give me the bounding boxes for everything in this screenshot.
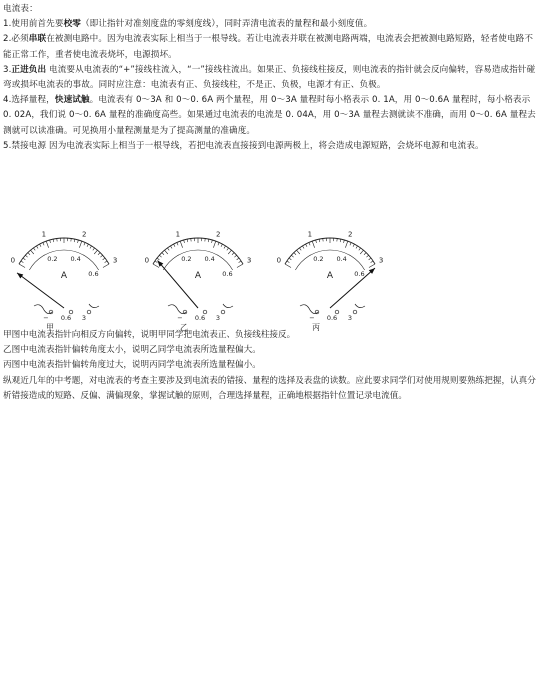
dial-tick	[285, 264, 291, 268]
dial-needle	[17, 273, 64, 308]
dial-label-top: 1	[41, 230, 47, 239]
dial-tick	[177, 242, 178, 245]
dial-label-top: 3	[246, 256, 252, 265]
dial-unit: A	[60, 271, 68, 281]
terminal-post	[353, 310, 357, 314]
dial-tick	[291, 255, 293, 257]
dial-tick	[234, 255, 236, 257]
dial-tick	[105, 261, 107, 263]
dial-label-top: 1	[307, 230, 313, 239]
dial-tick	[79, 241, 81, 248]
terminal-label: 0.6	[60, 314, 72, 322]
rule-5: 5.禁接电源 因为电流表实际上相当于一根导线，若把电流表直接接到电源两极上，将会造成电源短路，会烧坏电源和电流表。	[3, 140, 484, 151]
dial-label-bottom: 0.4	[204, 255, 215, 264]
wire	[89, 304, 99, 308]
dial-tick	[213, 241, 215, 248]
dial-tick	[302, 246, 304, 249]
dial-tick	[221, 244, 222, 247]
dial-label-top: 3	[378, 256, 384, 265]
dial-tick	[90, 246, 92, 249]
dial-label-top: 2	[215, 230, 221, 239]
dial-label-top: 0	[276, 256, 282, 265]
section-title: 电流表：	[3, 4, 38, 14]
dial-tick	[208, 239, 209, 242]
dial-tick	[344, 240, 345, 243]
dial-label-bottom: 0.6	[88, 270, 99, 278]
dial-label-bottom: 0.2	[47, 255, 58, 264]
dial-label-top: 2	[81, 230, 87, 239]
dial-tick	[294, 253, 296, 255]
dial-tick	[165, 250, 168, 254]
dial-tick	[364, 253, 366, 255]
dial-label-bottom: 0.2	[181, 255, 192, 264]
terminal-label: 0.6	[194, 314, 206, 322]
dial-arc-inner	[29, 250, 98, 270]
dial-tick	[359, 248, 361, 250]
meter-caption: 乙	[180, 323, 188, 332]
rules-section	[3, 2, 539, 154]
terminal-label: −	[177, 314, 183, 322]
dial-tick	[232, 253, 234, 255]
meter-caption: 丙	[312, 323, 320, 332]
dial-tick	[94, 250, 97, 254]
dial-needle	[158, 261, 198, 308]
dial-tick	[319, 239, 320, 242]
terminal-post	[221, 310, 225, 314]
dial-tick	[155, 261, 157, 263]
rule-2: 2.必须串联在被测电路中。因为电流表实际上相当于一根导线。若让电流表并联在被测电路两端，电流表会把被测电路短路，轻者使电路不能正常工作，重者使电流表烧坏，电源损坏。	[3, 34, 534, 60]
rule-1: 1.使用前首先要校零（即让指针对准刻度盘的零刻度线），同时弄清电流表的量程和最小刻度值。	[3, 19, 373, 30]
dial-tick	[50, 240, 51, 243]
analysis-section	[3, 328, 539, 404]
dial-tick	[227, 248, 229, 250]
dial-tick	[159, 255, 161, 257]
terminal-label: 3	[215, 314, 221, 322]
terminal-label: 3	[81, 314, 87, 322]
dial-tick	[174, 244, 175, 247]
dial-tick	[98, 253, 100, 255]
dial-arc-inner	[295, 250, 364, 270]
dial-tick	[103, 264, 109, 268]
dial-tick	[23, 258, 25, 260]
dial-tick	[299, 248, 301, 250]
dial-tick	[239, 261, 241, 263]
dial-label-top: 0	[144, 256, 150, 265]
dial-tick	[31, 250, 34, 254]
dial-tick	[21, 261, 23, 263]
dial-tick	[289, 258, 291, 260]
dial-tick	[19, 264, 25, 268]
dial-tick	[366, 255, 368, 257]
dial-tick	[350, 242, 351, 245]
wire	[223, 304, 233, 308]
dial-tick	[36, 246, 38, 249]
dial-tick	[40, 244, 41, 247]
dial-arc-inner	[163, 250, 232, 270]
rule-3: 3.正进负出 电流要从电流表的“+”接线柱流入，“一”接线柱流出。如果正、负接线柱接反，则电流表的指针就会反向偏转，容易造成指针碰弯或损坏电流表的事故。同时应注意：电流表有正、负接线柱，不是正、负极，电源才有正、负极。	[3, 64, 536, 91]
dial-tick	[309, 242, 310, 245]
dial-tick	[369, 258, 371, 260]
dial-unit: A	[326, 271, 334, 281]
dial-tick	[28, 253, 30, 255]
dial-label-bottom: 0.4	[70, 255, 81, 264]
dial-tick	[224, 246, 226, 249]
terminal-label: 0.6	[326, 314, 338, 322]
dial-tick	[167, 248, 169, 250]
rule-4: 4.选择量程，快速试触。电流表有 0～3A 和 0～0. 6A 两个量程，用 0～3A 量程时每小格表示 0. 1A，用 0～0.6A 量程时，每小格表示 0. 02A，我们说 0～0. 6A 量程的准确度高些。如果通过电流表的电流是 0. 04A，用 0～3A 量程去测就读不准确，而用 0～0. 6A 量程去测就可以读准确。可见换用小量程测量是为了提高测量的准确度。	[3, 95, 536, 136]
ammeter-figures	[0, 228, 543, 332]
dial-needle-head	[17, 273, 23, 279]
dial-label-bottom: 0.6	[222, 270, 233, 278]
dial-tick	[360, 250, 363, 254]
analysis-jia: 甲图中电流表指针向相反方向偏转，说明甲同学把电流表正、负接线柱接反。	[3, 330, 296, 340]
dial-tick	[180, 241, 182, 248]
dial-tick	[228, 250, 231, 254]
ammeter-jia	[4, 228, 134, 332]
dial-tick	[25, 255, 27, 257]
dial-tick	[74, 239, 75, 242]
wire	[355, 304, 365, 308]
dial-label-top: 2	[347, 230, 353, 239]
dial-tick	[157, 258, 159, 260]
ammeter-yi	[138, 228, 268, 332]
dial-tick	[53, 239, 54, 242]
ammeter-bing	[270, 228, 400, 332]
dial-tick	[46, 241, 48, 248]
dial-tick	[43, 242, 44, 245]
dial-tick	[340, 239, 341, 242]
dial-tick	[312, 241, 314, 248]
dial-tick	[87, 244, 88, 247]
dial-tick	[153, 264, 159, 268]
dial-tick	[187, 239, 188, 242]
dial-tick	[287, 261, 289, 263]
terminal-post	[87, 310, 91, 314]
dial-label-bottom: 0.4	[336, 255, 347, 264]
dial-tick	[369, 264, 375, 268]
dial-label-bottom: 0.6	[354, 270, 365, 278]
dial-tick	[93, 248, 95, 250]
terminal-label: 3	[347, 314, 353, 322]
dial-tick	[237, 264, 243, 268]
dial-label-top: 3	[112, 256, 118, 265]
dial-label-top: 0	[10, 256, 16, 265]
dial-tick	[297, 250, 300, 254]
dial-tick	[162, 253, 164, 255]
dial-tick	[212, 240, 213, 243]
dial-label-bottom: 0.2	[313, 255, 324, 264]
terminal-label: −	[43, 314, 49, 322]
dial-tick	[371, 261, 373, 263]
analysis-summary: 纵观近几年的中考题，对电流表的考查主要涉及到电流表的错接、量程的选择及表盘的读数。应此要求同学们对使用规则要熟练把握，认真分析错接造成的短路、反偏、满偏现象，掌握试触的原则，合理选择量程，正确地根据指针位置记录电流值。	[3, 375, 536, 401]
ammeter-dial-jia	[4, 228, 134, 332]
dial-tick	[33, 248, 35, 250]
dial-tick	[218, 242, 219, 245]
terminal-label: −	[309, 314, 315, 322]
dial-tick	[353, 244, 354, 247]
dial-tick	[356, 246, 358, 249]
dial-tick	[100, 255, 102, 257]
dial-tick	[103, 258, 105, 260]
dial-tick	[306, 244, 307, 247]
dial-label-top: 1	[175, 230, 181, 239]
dial-tick	[316, 240, 317, 243]
dial-tick	[184, 240, 185, 243]
analysis-yi: 乙图中电流表指针偏转角度太小，说明乙同学电流表所选量程偏大。	[3, 345, 261, 356]
ammeter-dial-yi	[138, 228, 268, 332]
meter-caption: 甲	[46, 323, 54, 332]
dial-tick	[84, 242, 85, 245]
analysis-bing: 丙图中电流表指针偏转角度过大，说明丙同学电流表所选量程偏小。	[3, 360, 261, 371]
dial-tick	[237, 258, 239, 260]
dial-tick	[78, 240, 79, 243]
ammeter-dial-bing	[270, 228, 400, 332]
dial-tick	[170, 246, 172, 249]
dial-tick	[345, 241, 347, 248]
dial-needle	[330, 268, 375, 308]
dial-unit: A	[194, 271, 202, 281]
